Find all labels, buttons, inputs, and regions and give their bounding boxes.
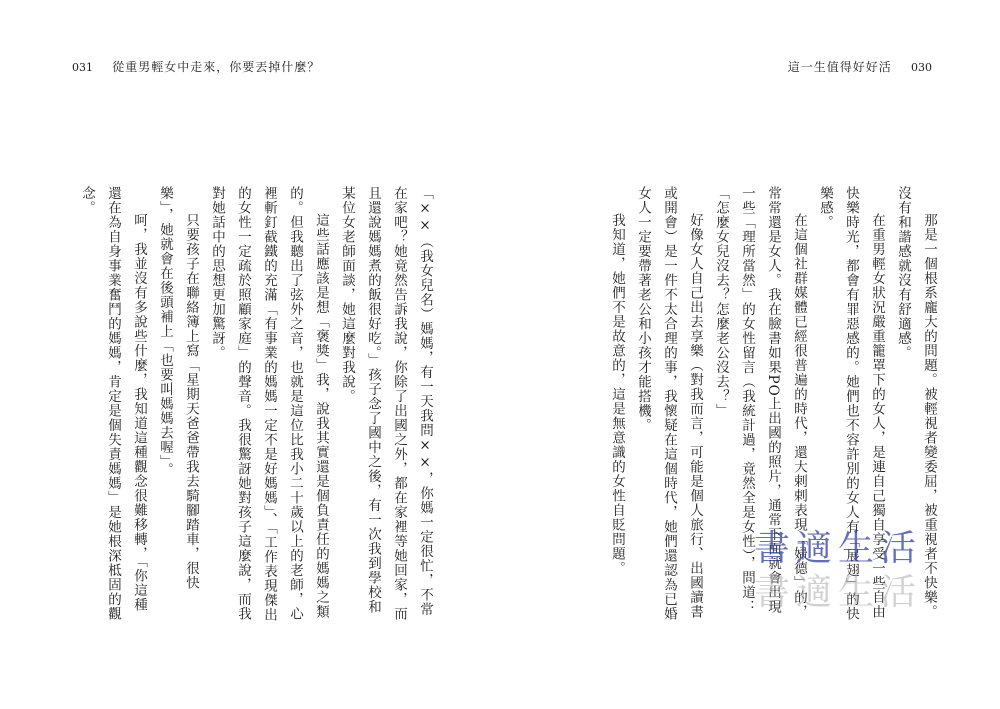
body-paragraph: 在重男輕女狀況嚴重籠罩下的女人，是連自己獨自享受一些自由快樂時光，都會有罪惡感的。她們也不容許別的女人有「展翅」的快樂感。 [817,186,885,621]
body-paragraph: 「××（我女兒名）媽媽，有一天我問××，你媽一定很忙，不常在家吧？她竟然告訴我說，你除了出國之外，都在家裡等她回家，而且還說媽媽煮的飯很好吃。」孩子念了國中之後，有一次我到學校和某位女老師面談，她這麼對我說。 [339,186,433,621]
page-number-left: 031 [72,61,93,74]
body-paragraph: 我知道，她們不是故意的，這是無意識的女性自貶問題。 [609,213,625,576]
body-paragraph: 好像女人自己出去享樂（對我而言，可能是個人旅行、出國讀書或開會）是一件不太合理的事，我懷疑在這個時代，她們還認為已婚女人一定要帶著老公和小孩才能搭機。 [635,186,703,621]
body-paragraph: 那是一個根系龐大的問題。被輕視者變委屈，被重視者不快樂。沒有和諧感就沒有舒適感。 [895,186,937,619]
body-paragraph: 呵，我並沒有多說些什麼，我知道這種觀念很難移轉，「你這種還在為自身事業奮鬥的媽媽，肯定是個失責媽媽」是她根深柢固的觀念。 [79,186,147,621]
book-title: 這一生值得好好活 [787,60,892,74]
running-header-left [72,58,320,75]
running-header-right [788,58,932,75]
chapter-title: 從重男輕女中走來，你要丟掉什麼？ [112,60,321,74]
body-paragraph: 這些話應該是想「褒獎」我，說我其實還是個負責任的媽媽之類的。但我聽出了弦外之音，也就是這位比我小二十歲以上的老師，心裡斬釘截鐵的充滿「有事業的媽媽一定不是好媽媽」、「工作表現傑出的女性一定疏於照顧家庭」的聲音。我很驚訝她對孩子這麼說，而我對她話中的思想更加驚訝。 [209,186,329,622]
left-page-body [72,186,438,626]
watermark-shadow: 書適生活 [753,572,922,613]
body-paragraph: 在這個社群媒體已經很普遍的時代，還大剌剌表現「婦德」的，常常還是女人。我在臉書如果PO上出國的照片，通常下面就會出現一些「理所當然」的女性留言（我統計過，竟然全是女性），問道：「怎麼女兒沒去？怎麼老公沒去？」 [713,186,807,619]
page-number-right: 030 [911,61,932,74]
watermark-text: 書適生活 [753,528,922,569]
watermark-logo [753,520,922,613]
body-paragraph: 只要孩子在聯絡簿上寫「星期天爸爸帶我去騎腳踏車，很快樂」，她就會在後頭補上「也要叫媽媽去喔」。 [157,186,199,590]
